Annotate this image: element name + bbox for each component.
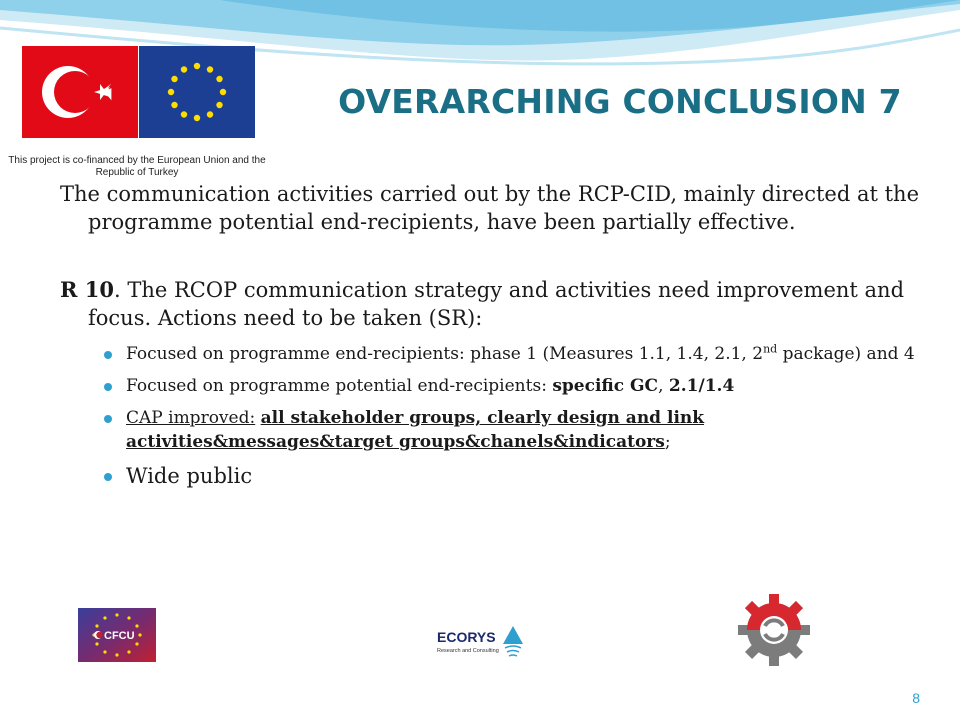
cfcu-logo-icon <box>78 608 156 662</box>
slide-title: OVERARCHING CONCLUSION 7 <box>338 82 902 121</box>
turkey-flag-icon <box>22 46 138 138</box>
ecorys-subtitle: Research and Consulting <box>437 648 499 654</box>
list-item-tail: ; <box>664 432 671 452</box>
list-item-separator: , <box>658 376 669 396</box>
cap-link[interactable]: CAP improved: <box>126 408 256 428</box>
list-item-bold: all stakeholder groups, clearly design and link activities&messages&target groups&chanels&indicators <box>126 408 705 452</box>
page-number: 8 <box>912 690 920 706</box>
recommendation-paragraph <box>60 276 920 332</box>
list-item-text: Focused on programme end-recipients: phase 1 (Measures 1.1, 1.4, 2.1, 2 <box>126 344 764 364</box>
conclusion-paragraph: The communication activities carried out by the RCP-CID, mainly directed at the programme potential end-recipients, have been partially effective. <box>60 182 920 234</box>
eu-flag-icon <box>139 46 255 138</box>
bullet-icon <box>104 383 112 391</box>
list-item <box>100 462 920 490</box>
recommendation-text: . The RCOP communication strategy and activities need improvement and focus. Actions need to be taken (SR): <box>88 278 905 330</box>
bullet-icon <box>104 473 112 481</box>
recommendation-label: R 10 <box>60 277 114 302</box>
list-item <box>100 374 920 398</box>
list-item-bold: 2.1/1.4 <box>668 376 735 396</box>
bullet-icon <box>104 351 112 359</box>
list-item-superscript: nd <box>763 342 778 356</box>
slide-body <box>60 180 920 498</box>
bullet-icon <box>104 415 112 423</box>
list-item <box>100 406 920 454</box>
list-item-bold: specific GC <box>552 376 659 396</box>
list-item-text: Focused on programme potential end-recipients: <box>126 376 553 396</box>
ecorys-label: ECORYS <box>437 629 496 645</box>
cofinance-notice: This project is co-financed by the European Union and the Republic of Turkey <box>8 155 266 178</box>
cfcu-label: CFCU <box>104 630 135 642</box>
list-item <box>100 342 920 366</box>
gear-logo-icon <box>728 592 820 666</box>
ecorys-logo-icon <box>435 620 535 664</box>
list-item-tail: package) and 4 <box>777 344 915 364</box>
action-list <box>100 342 920 490</box>
list-item-text: Wide public <box>126 464 253 488</box>
